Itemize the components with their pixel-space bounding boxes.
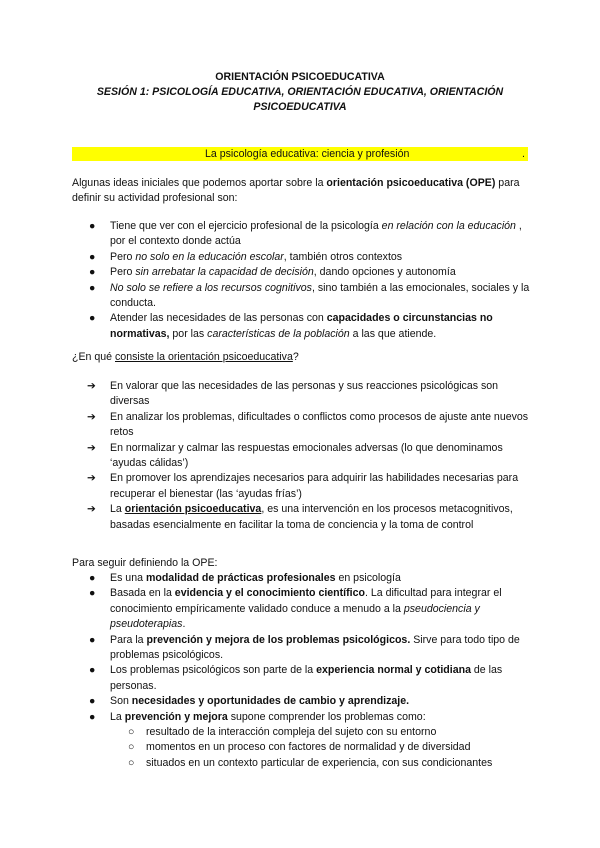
item-bold: modalidad de prácticas profesionales bbox=[145, 572, 336, 584]
item-text: Basada en la bbox=[110, 587, 175, 600]
item-text: a las que atiende. bbox=[349, 327, 437, 340]
arrow-marker: ➔ bbox=[87, 380, 96, 392]
sub-item-text: resultado de la interacción compleja del sujeto con su entorno bbox=[146, 726, 437, 739]
item-text: supone comprender los problemas como: bbox=[227, 710, 426, 723]
item-text: , dando opciones y autonomía bbox=[313, 266, 456, 279]
bullet-marker: ● bbox=[89, 250, 96, 263]
item-text: de las personas. bbox=[110, 664, 503, 692]
question-text: ¿En qué bbox=[72, 351, 115, 363]
item-italic: sin arrebatar la capacidad de decisión bbox=[135, 266, 314, 279]
bullet-marker: ● bbox=[89, 312, 96, 325]
arrow-item bbox=[72, 410, 532, 441]
item-bold: capacidades o circunstancias no normativas, bbox=[110, 312, 493, 340]
bullet-marker: ● bbox=[89, 633, 96, 646]
document-title: ORIENTACIÓN PSICOEDUCATIVA bbox=[215, 71, 385, 83]
bullet-marker: ● bbox=[89, 572, 96, 584]
list-item bbox=[72, 633, 532, 664]
arrow-marker: ➔ bbox=[87, 503, 96, 516]
sub-list-item bbox=[72, 756, 532, 771]
arrow-item-text: La bbox=[110, 503, 125, 516]
arrow-item bbox=[72, 379, 532, 410]
item-text: en psicología bbox=[335, 572, 401, 584]
list-item bbox=[72, 586, 532, 632]
sub-list bbox=[110, 725, 532, 771]
subtitle-line-1: SESIÓN 1: PSICOLOGÍA EDUCATIVA, ORIENTACIÓN EDUCATIVA, ORIENTACIÓN bbox=[96, 86, 504, 98]
bullet-marker: ● bbox=[89, 710, 96, 723]
intro-paragraph bbox=[72, 176, 532, 207]
item-bold: prevención y mejora de los problemas psicológicos. bbox=[146, 633, 411, 646]
item-text: Tiene que ver con el ejercicio profesional de la psicología bbox=[110, 220, 382, 232]
item-italic: en relación con la educación bbox=[381, 220, 516, 232]
question-mark: ? bbox=[292, 351, 299, 363]
list-item bbox=[72, 281, 532, 312]
arrow-item-text: En promover los aprendizajes necesarios para adquirir las habilidades necesarias para recuperar el bienestar (las ‘ayudas frías’) bbox=[110, 472, 519, 500]
circle-marker: ○ bbox=[128, 726, 135, 739]
list-item bbox=[72, 663, 532, 694]
item-text: Pero bbox=[110, 250, 136, 263]
item-text: . bbox=[182, 618, 186, 631]
arrow-marker: ➔ bbox=[87, 410, 96, 423]
circle-marker: ○ bbox=[128, 756, 135, 769]
intro-bold: orientación psicoeducativa (OPE) bbox=[326, 177, 496, 189]
arrow-item-text: En valorar que las necesidades de las personas y sus reacciones psicológicas son diversas bbox=[110, 380, 499, 408]
ope-definition-list bbox=[72, 571, 532, 771]
ope-intro-line: Para seguir definiendo la OPE: bbox=[72, 557, 218, 569]
item-text: . La dificultad para integrar el conocimiento empíricamente validado conduce a menudo a la bbox=[110, 587, 502, 615]
bullet-marker: ● bbox=[89, 695, 96, 708]
list-item bbox=[72, 265, 532, 280]
sub-item-text: momentos en un proceso con factores de normalidad y de diversidad bbox=[146, 741, 471, 754]
item-text: , sino también a las emocionales, sociales y la conducta. bbox=[110, 281, 530, 310]
sub-list-item bbox=[72, 725, 532, 740]
characteristics-list bbox=[72, 219, 532, 342]
item-text: Sirve para todo tipo de problemas psicológicos. bbox=[110, 633, 520, 662]
circle-marker: ○ bbox=[128, 741, 135, 754]
bullet-marker: ● bbox=[89, 220, 96, 232]
bullet-marker: ● bbox=[89, 664, 96, 677]
list-item bbox=[72, 694, 532, 709]
arrow-marker: ➔ bbox=[87, 472, 96, 485]
list-item bbox=[72, 571, 532, 586]
session-subtitle bbox=[72, 85, 528, 116]
arrow-marker: ➔ bbox=[87, 441, 96, 454]
list-item bbox=[72, 311, 532, 342]
item-bold: experiencia normal y cotidiana bbox=[316, 664, 471, 677]
item-italic: características de la población bbox=[207, 327, 350, 340]
arrow-item-text: , es una intervención en los procesos metacognitivos, basadas esencialmente en facilitar la toma de conciencia y la toma de control bbox=[110, 503, 513, 531]
sub-item-text: situados en un contexto particular de experiencia, con sus condicionantes bbox=[146, 756, 493, 769]
item-bold: prevención y mejora bbox=[124, 710, 228, 723]
list-item bbox=[72, 250, 532, 265]
arrow-item-bold-underlined: orientación psicoeducativa bbox=[124, 503, 262, 516]
arrow-item-text: En analizar los problemas, dificultades o conflictos como procesos de ajuste ante nuevos retos bbox=[110, 410, 529, 439]
section-heading-dot: . bbox=[522, 148, 525, 160]
item-italic: No solo se refiere a los recursos cognitivos bbox=[110, 281, 312, 294]
arrow-item bbox=[72, 441, 532, 472]
item-text: , por el contexto donde actúa bbox=[110, 220, 522, 248]
item-text: La bbox=[110, 710, 125, 723]
list-item bbox=[72, 219, 532, 250]
arrow-item-text: En normalizar y calmar las respuestas emocionales adversas (lo que denominamos ‘ayudas cálidas’) bbox=[110, 441, 503, 470]
intro-text: Algunas ideas iniciales que podemos aportar sobre la bbox=[72, 177, 327, 189]
intro-text-end: para definir su actividad profesional son: bbox=[72, 177, 520, 205]
bullet-marker: ● bbox=[89, 281, 96, 294]
subtitle-line-2: PSICOEDUCATIVA bbox=[253, 101, 347, 114]
item-text: Son bbox=[110, 695, 132, 708]
sub-list-item bbox=[72, 740, 532, 755]
section-heading: La psicología educativa: ciencia y profesión bbox=[205, 148, 410, 160]
item-text: por las bbox=[169, 327, 208, 340]
item-text: Es una bbox=[110, 572, 146, 584]
item-text: Pero bbox=[110, 266, 136, 279]
list-item bbox=[72, 710, 532, 772]
arrow-item bbox=[72, 471, 532, 502]
item-text: Los problemas psicológicos son parte de la bbox=[110, 664, 317, 677]
item-text: Atender las necesidades de las personas con bbox=[110, 312, 327, 325]
item-text: , también otros contextos bbox=[283, 250, 403, 263]
question-line bbox=[72, 350, 532, 365]
item-text: Para la bbox=[110, 633, 147, 646]
question-underlined: consiste la orientación psicoeducativa bbox=[115, 351, 293, 363]
item-italic: pseudociencia y pseudoterapias bbox=[110, 602, 480, 631]
item-italic: no solo en la educación escolar bbox=[135, 250, 284, 263]
arrow-item bbox=[72, 502, 532, 533]
item-bold: evidencia y el conocimiento científico bbox=[174, 587, 365, 600]
bullet-marker: ● bbox=[89, 266, 96, 279]
arrow-list bbox=[72, 379, 532, 533]
item-bold: necesidades y oportunidades de cambio y aprendizaje. bbox=[131, 695, 410, 708]
bullet-marker: ● bbox=[89, 587, 96, 600]
